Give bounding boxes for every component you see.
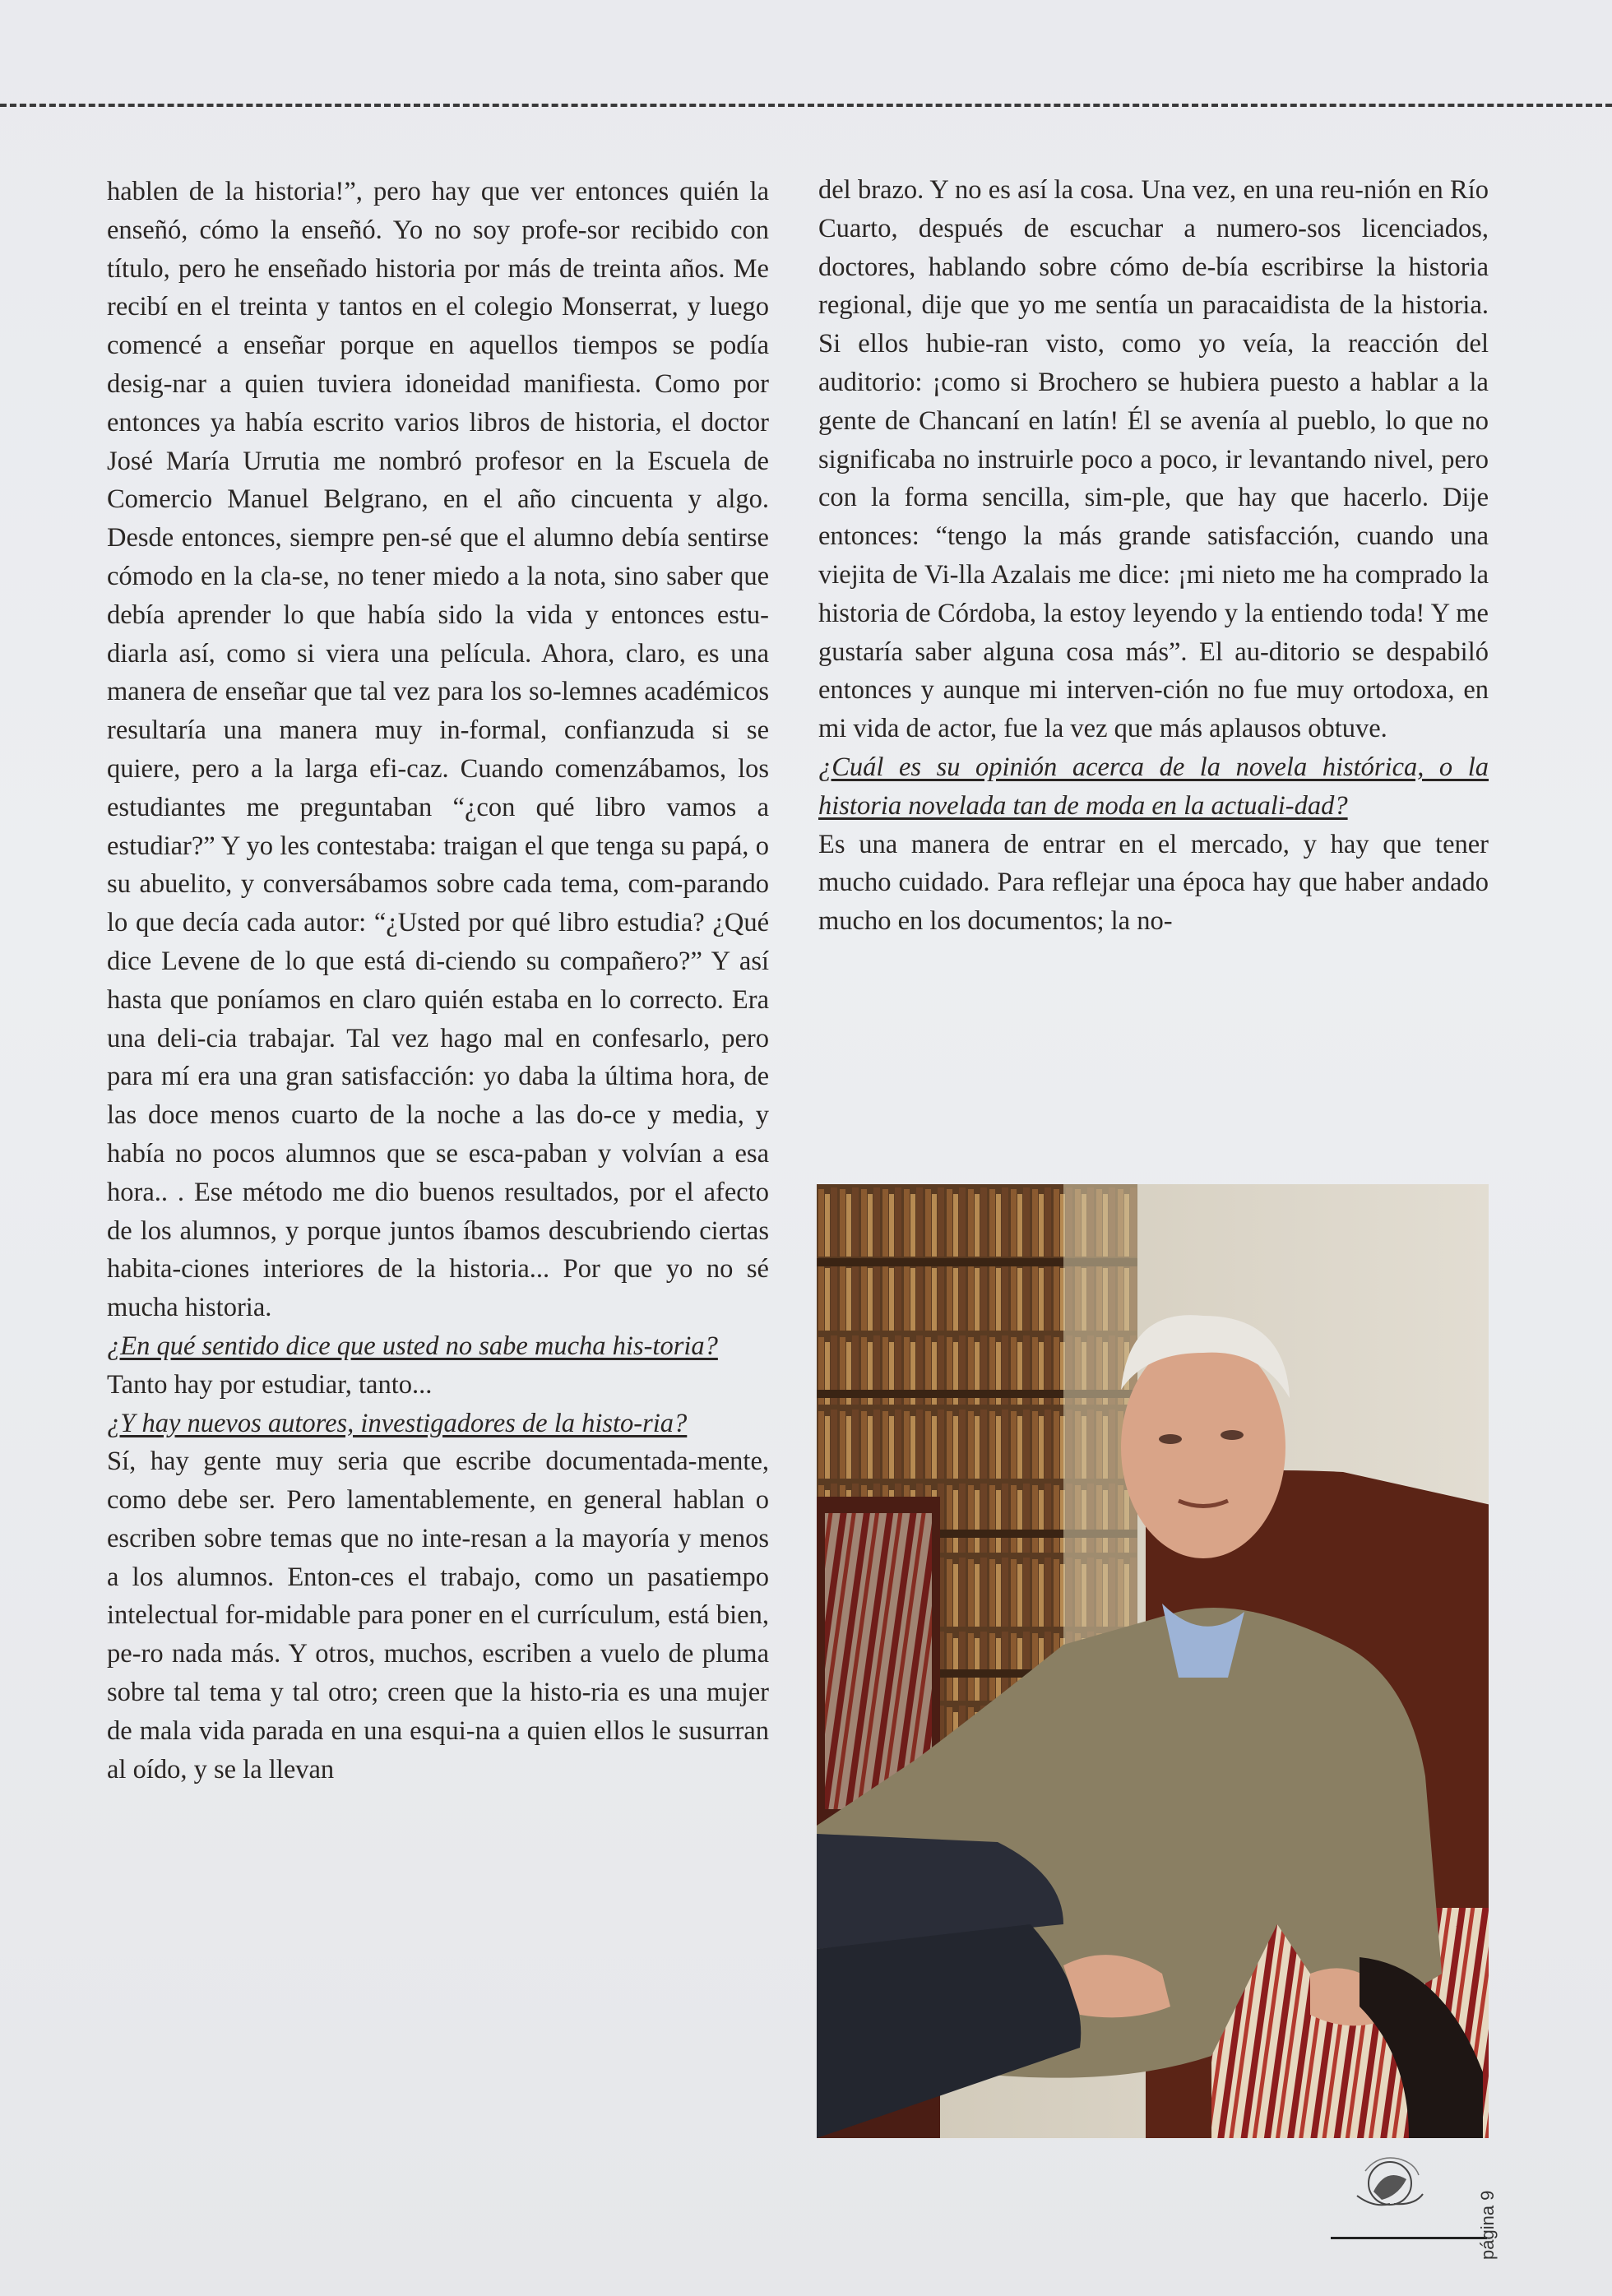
question-1: ¿En qué sentido dice que usted no sabe mucha his-toria? [107,1331,718,1361]
footer-logo-icon [1341,2146,1439,2224]
dashed-header-rule [0,104,1612,107]
answer-1: Tanto hay por estudiar, tanto... [107,1369,433,1400]
footer-rule [1331,2237,1487,2239]
left-column [107,173,769,1789]
answer-3: Es una manera de entrar en el mercado, y hay que tener mucho cuidado. Para reflejar una época hay que haber andado mucho en los documentos; la no- [818,829,1489,937]
interview-photo [817,1184,1489,2138]
photo-illustration [817,1184,1489,2138]
left-paragraph-1: hablen de la historia!”, pero hay que ver entonces quién la enseñó, cómo la enseñó. Yo no soy profe-sor recibido con título, pero he enseñado historia por más de treinta años. Me recibí en el treinta y tantos en el colegio Monserrat, y luego comencé a enseñar porque en aquellos tiempos se podía desig-nar a quien tuviera idoneidad manifiesta. Como por entonces ya había escrito varios libros de historia, el doctor José María Urrutia me nombró profesor en la Escuela de Comercio Manuel Belgrano, en el año cincuenta y algo. Desde entonces, siempre pen-sé que el alumno debía sentirse cómodo en la cla-se, no tener miedo a la nota, sino saber que debía aprender lo que había sido la vida y entonces estu-diarla así, como si viera una película. Ahora, claro, es una manera de enseñar que tal vez para los so-lemnes académicos resultaría una manera muy in-formal, confianzuda si se quiere, pero a la larga efi-caz. Cuando comenzábamos, los estudiantes me preguntaban “¿con qué libro vamos a estudiar?” Y yo les contestaba: traigan el que tenga su papá, o su abuelito, y conversábamos sobre cada tema, com-parando lo que decía cada autor: “¿Usted por qué libro estudia? ¿Qué dice Levene de lo que está di-ciendo su compañero?” Y así hasta que poníamos en claro quién estaba en lo correcto. Era una deli-cia trabajar. Tal vez hago mal en confesarlo, pero para mí era una gran satisfacción: yo daba la última hora, de las doce menos cuarto de la noche a las do-ce y media, y había no pocos alumnos que se esca-paban y volvían a esa hora.. . Ese método me dio buenos resultados, por el afecto de los alumnos, y porque juntos íbamos descubriendo ciertas habita-ciones interiores de la historia... Por que yo no sé mucha historia. [107,177,769,1323]
right-paragraph-1: del brazo. Y no es así la cosa. Una vez, en una reu-nión en Río Cuarto, después de escuchar a numero-sos licenciados, doctores, hablando sobre cómo de-bía escribirse la historia regional, dije que yo me sentía un paracaidista de la historia. Si ellos hubie-ran visto, como yo veía, la reacción del auditorio: ¡como si Brochero se hubiera puesto a hablar a la gente de Chancaní en latín! Él se avenía al pueblo, lo que no significaba no instruirle poco a poco, ir levantando nivel, pero con la forma sencilla, sim-ple, que hay que hacerlo. Dije entonces: “tengo la más grande satisfacción, cuando una viejita de Vi-lla Azalais me dice: ¡mi nieto me ha comprado la historia de Córdoba, la estoy leyendo y la entiendo toda! Y me gustaría saber alguna cosa más”. El au-ditorio se despabiló entonces y aunque mi interven-ción no fue muy ortodoxa, en mi vida de actor, fue la vez que más aplausos obtuve. [818,175,1489,744]
answer-2: Sí, hay gente muy seria que escribe documentada-mente, como debe ser. Pero lamentablemente, en general hablan o escriben sobre temas que no inte-resan a la mayoría y menos a los alumnos. Enton-ces el trabajo, como un pasatiempo intelectual for-midable para poner en el currículum, está bien, pe-ro nada más. Y otros, muchos, escriben a vuelo de pluma sobre tal tema y tal otro; creen que la histo-ria es una mujer de mala vida parada en una esqui-na a quien ellos le susurran al oído, y se la llevan [107,1447,769,1784]
question-2: ¿Y hay nuevos autores, investigadores de la histo-ria? [107,1408,688,1438]
right-column [818,171,1489,941]
page-number: página 9 [1477,2190,1498,2260]
question-3: ¿Cuál es su opinión acerca de la novela histórica, o la historia novelada tan de moda en la actuali-dad? [818,752,1489,821]
